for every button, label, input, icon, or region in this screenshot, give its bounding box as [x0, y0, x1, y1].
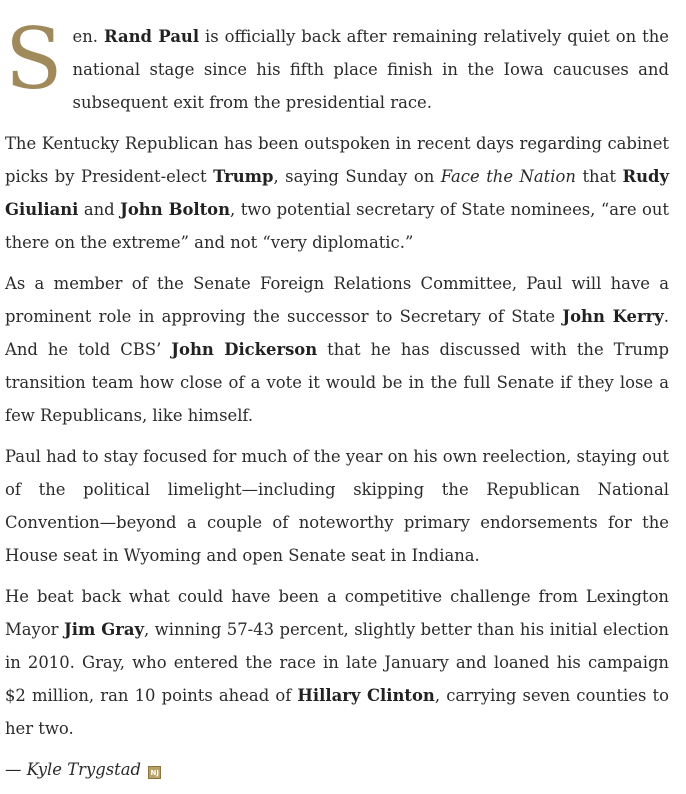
drop-cap: S [5, 10, 63, 108]
byline [5, 753, 669, 786]
paragraph-1 [5, 10, 670, 119]
person-name: John Bolton [120, 200, 231, 219]
text: and [78, 200, 121, 219]
paragraph-5 [5, 580, 669, 745]
text: , winning 57-43 percent, slightly better than his initial election in 2010. Gray, who entered the race in late January and loaned his campaign $2 million, ran 10 points ahead of [5, 620, 669, 705]
author-name: — Kyle Trygstad [5, 760, 141, 779]
person-name: Hillary Clinton [297, 686, 435, 705]
person-name: Rudy Giuliani [5, 167, 670, 219]
person-name: John Dickerson [171, 340, 318, 359]
text: , saying Sunday on [273, 167, 441, 186]
text: Paul had to stay focused for much of the year on his own reelection, staying out of the political limelight—including skipping the Republican National Convention—beyond a couple of noteworthy primary endorsements for the House seat in Wyoming and open Senate seat in Indiana. [5, 447, 669, 565]
person-name: John Kerry [562, 307, 664, 326]
nj-logo-icon: NJ [148, 766, 161, 779]
person-name: Trump [213, 167, 274, 186]
article-body [5, 10, 670, 794]
text: As a member of the Senate Foreign Relations Committee, Paul will have a prominent role in approving the successor to Secretary of State [5, 274, 669, 326]
text: , two potential secretary of State nominees, “are out there on the extreme” and not “very diplomatic.” [5, 200, 670, 252]
show-title: Face the Nation [440, 167, 576, 186]
text: The Kentucky Republican has been outspoken in recent days regarding cabinet picks by President-elect [5, 134, 669, 186]
paragraph-4 [5, 440, 669, 572]
text: , carrying seven counties to her two. [5, 686, 669, 738]
paragraph-3 [5, 267, 669, 432]
paragraph-2 [5, 127, 669, 259]
person-name: Jim Gray [63, 620, 145, 639]
text: is officially back after remaining relatively quiet on the national stage since his fifth place finish in the Iowa caucuses and subsequent exit from the presidential race. [72, 27, 670, 112]
text: . And he told CBS’ [5, 307, 669, 359]
text: He beat back what could have been a competitive challenge from Lexington Mayor [5, 587, 669, 639]
text: that [575, 167, 623, 186]
text: that he has discussed with the Trump transition team how close of a vote it would be in the full Senate if they lose a few Republicans, like himself. [5, 340, 669, 425]
person-name: Rand Paul [103, 27, 200, 46]
text: en. [72, 27, 104, 46]
